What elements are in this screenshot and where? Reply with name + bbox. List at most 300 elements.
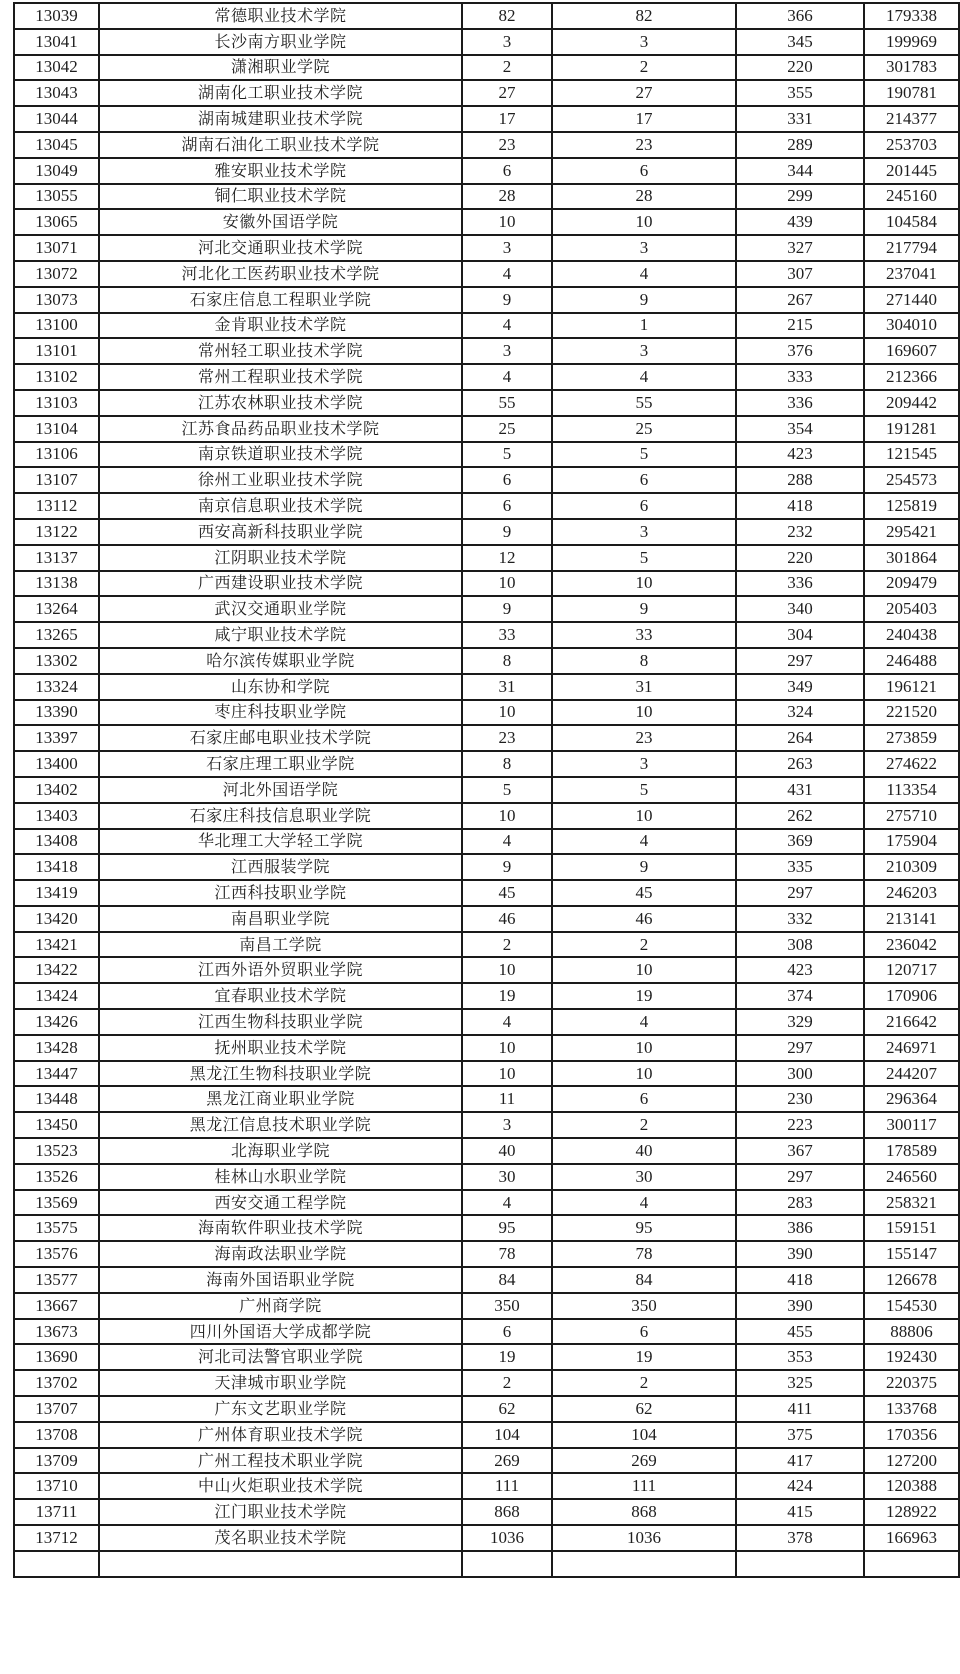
college-name-cell: 枣庄科技职业学院 <box>99 700 462 726</box>
table-row <box>14 854 959 880</box>
min-score-cell: 366 <box>736 3 864 29</box>
table-row <box>14 261 959 287</box>
table-row <box>14 1525 959 1551</box>
college-code-cell: 13324 <box>14 674 99 700</box>
min-score-cell: 345 <box>736 29 864 55</box>
min-rank-cell: 205403 <box>864 596 959 622</box>
table-row <box>14 1473 959 1499</box>
admitted-count-cell: 1036 <box>552 1525 736 1551</box>
plan-count-cell: 46 <box>462 906 552 932</box>
table-row <box>14 1293 959 1319</box>
college-name-cell: 哈尔滨传媒职业学院 <box>99 648 462 674</box>
min-rank-cell: 216642 <box>864 1009 959 1035</box>
plan-count-cell: 9 <box>462 596 552 622</box>
table-row <box>14 1499 959 1525</box>
college-code-cell: 13106 <box>14 442 99 468</box>
college-code-cell: 13709 <box>14 1448 99 1474</box>
table-row <box>14 287 959 313</box>
min-score-cell: 417 <box>736 1448 864 1474</box>
table-row-cutoff <box>14 1551 959 1577</box>
plan-count-cell: 95 <box>462 1215 552 1241</box>
min-score-cell: 336 <box>736 390 864 416</box>
table-row <box>14 106 959 132</box>
plan-count-cell: 17 <box>462 106 552 132</box>
min-rank-cell: 170906 <box>864 983 959 1009</box>
college-name-cell: 石家庄理工职业学院 <box>99 751 462 777</box>
admitted-count-cell: 10 <box>552 1035 736 1061</box>
college-code-cell: 13122 <box>14 519 99 545</box>
min-rank-cell: 196121 <box>864 674 959 700</box>
college-code-cell: 13071 <box>14 235 99 261</box>
table-row <box>14 3 959 29</box>
college-code-cell: 13072 <box>14 261 99 287</box>
college-name-cell: 湖南化工职业技术学院 <box>99 80 462 106</box>
college-name-cell: 天津城市职业学院 <box>99 1370 462 1396</box>
table-row <box>14 1009 959 1035</box>
min-rank-cell: 199969 <box>864 29 959 55</box>
min-rank-cell: 159151 <box>864 1215 959 1241</box>
table-row <box>14 1344 959 1370</box>
min-score-cell: 455 <box>736 1319 864 1345</box>
college-code-cell: 13101 <box>14 338 99 364</box>
plan-count-cell: 10 <box>462 1061 552 1087</box>
min-rank-cell: 296364 <box>864 1086 959 1112</box>
min-rank-cell: 127200 <box>864 1448 959 1474</box>
min-rank-cell: 220375 <box>864 1370 959 1396</box>
table-row <box>14 235 959 261</box>
college-code-cell: 13577 <box>14 1267 99 1293</box>
plan-count-cell: 23 <box>462 725 552 751</box>
min-rank-cell: 258321 <box>864 1190 959 1216</box>
min-rank-cell: 88806 <box>864 1319 959 1345</box>
college-name-cell: 广州工程技术职业学院 <box>99 1448 462 1474</box>
college-name-cell: 雅安职业技术学院 <box>99 158 462 184</box>
min-score-cell: 390 <box>736 1293 864 1319</box>
plan-count-cell: 4 <box>462 1009 552 1035</box>
min-score-cell: 283 <box>736 1190 864 1216</box>
min-rank-cell: 236042 <box>864 932 959 958</box>
min-rank-cell: 244207 <box>864 1061 959 1087</box>
college-name-cell: 华北理工大学轻工学院 <box>99 829 462 855</box>
college-code-cell: 13702 <box>14 1370 99 1396</box>
college-code-cell: 13447 <box>14 1061 99 1087</box>
college-code-cell: 13712 <box>14 1525 99 1551</box>
college-name-cell: 江西生物科技职业学院 <box>99 1009 462 1035</box>
admitted-count-cell: 78 <box>552 1241 736 1267</box>
cutoff-cell <box>864 1551 959 1577</box>
admitted-count-cell: 10 <box>552 209 736 235</box>
table-row <box>14 1190 959 1216</box>
plan-count-cell: 4 <box>462 261 552 287</box>
admitted-count-cell: 10 <box>552 803 736 829</box>
admitted-count-cell: 6 <box>552 493 736 519</box>
plan-count-cell: 4 <box>462 313 552 339</box>
admitted-count-cell: 111 <box>552 1473 736 1499</box>
table-row <box>14 751 959 777</box>
min-score-cell: 423 <box>736 442 864 468</box>
college-code-cell: 13710 <box>14 1473 99 1499</box>
admitted-count-cell: 4 <box>552 364 736 390</box>
college-name-cell: 长沙南方职业学院 <box>99 29 462 55</box>
table-row <box>14 1215 959 1241</box>
min-score-cell: 418 <box>736 493 864 519</box>
college-code-cell: 13138 <box>14 571 99 597</box>
plan-count-cell: 12 <box>462 545 552 571</box>
admitted-count-cell: 4 <box>552 261 736 287</box>
min-score-cell: 307 <box>736 261 864 287</box>
table-row <box>14 622 959 648</box>
cutoff-cell <box>552 1551 736 1577</box>
admitted-count-cell: 95 <box>552 1215 736 1241</box>
college-name-cell: 山东协和学院 <box>99 674 462 700</box>
table-row <box>14 442 959 468</box>
min-rank-cell: 214377 <box>864 106 959 132</box>
admitted-count-cell: 8 <box>552 648 736 674</box>
document-page <box>13 2 958 1578</box>
min-score-cell: 230 <box>736 1086 864 1112</box>
admitted-count-cell: 62 <box>552 1396 736 1422</box>
min-rank-cell: 178589 <box>864 1138 959 1164</box>
table-row <box>14 467 959 493</box>
min-score-cell: 327 <box>736 235 864 261</box>
college-name-cell: 海南软件职业技术学院 <box>99 1215 462 1241</box>
plan-count-cell: 5 <box>462 777 552 803</box>
min-score-cell: 355 <box>736 80 864 106</box>
min-rank-cell: 274622 <box>864 751 959 777</box>
college-name-cell: 安徽外国语学院 <box>99 209 462 235</box>
plan-count-cell: 4 <box>462 829 552 855</box>
min-rank-cell: 209479 <box>864 571 959 597</box>
admitted-count-cell: 4 <box>552 1009 736 1035</box>
table-row <box>14 519 959 545</box>
min-score-cell: 325 <box>736 1370 864 1396</box>
plan-count-cell: 3 <box>462 338 552 364</box>
college-name-cell: 江西外语外贸职业学院 <box>99 957 462 983</box>
table-row <box>14 1448 959 1474</box>
college-code-cell: 13428 <box>14 1035 99 1061</box>
college-code-cell: 13042 <box>14 55 99 81</box>
plan-count-cell: 6 <box>462 467 552 493</box>
college-name-cell: 武汉交通职业学院 <box>99 596 462 622</box>
admitted-count-cell: 33 <box>552 622 736 648</box>
college-code-cell: 13711 <box>14 1499 99 1525</box>
admitted-count-cell: 30 <box>552 1164 736 1190</box>
college-name-cell: 河北交通职业技术学院 <box>99 235 462 261</box>
college-name-cell: 南京铁道职业技术学院 <box>99 442 462 468</box>
college-code-cell: 13044 <box>14 106 99 132</box>
admitted-count-cell: 10 <box>552 957 736 983</box>
college-name-cell: 江西服装学院 <box>99 854 462 880</box>
admitted-count-cell: 19 <box>552 1344 736 1370</box>
plan-count-cell: 3 <box>462 29 552 55</box>
plan-count-cell: 8 <box>462 751 552 777</box>
table-row <box>14 700 959 726</box>
college-code-cell: 13569 <box>14 1190 99 1216</box>
admitted-count-cell: 4 <box>552 1190 736 1216</box>
college-name-cell: 河北外国语学院 <box>99 777 462 803</box>
plan-count-cell: 6 <box>462 493 552 519</box>
plan-count-cell: 4 <box>462 1190 552 1216</box>
min-rank-cell: 192430 <box>864 1344 959 1370</box>
table-row <box>14 880 959 906</box>
college-code-cell: 13043 <box>14 80 99 106</box>
college-name-cell: 江门职业技术学院 <box>99 1499 462 1525</box>
college-code-cell: 13422 <box>14 957 99 983</box>
min-rank-cell: 170356 <box>864 1422 959 1448</box>
admitted-count-cell: 17 <box>552 106 736 132</box>
min-score-cell: 332 <box>736 906 864 932</box>
plan-count-cell: 25 <box>462 416 552 442</box>
plan-count-cell: 10 <box>462 1035 552 1061</box>
college-code-cell: 13450 <box>14 1112 99 1138</box>
plan-count-cell: 10 <box>462 209 552 235</box>
min-score-cell: 344 <box>736 158 864 184</box>
min-score-cell: 297 <box>736 880 864 906</box>
min-score-cell: 386 <box>736 1215 864 1241</box>
college-name-cell: 西安高新科技职业学院 <box>99 519 462 545</box>
min-score-cell: 333 <box>736 364 864 390</box>
min-score-cell: 329 <box>736 1009 864 1035</box>
table-row <box>14 1396 959 1422</box>
cutoff-cell <box>99 1551 462 1577</box>
plan-count-cell: 55 <box>462 390 552 416</box>
plan-count-cell: 2 <box>462 1370 552 1396</box>
plan-count-cell: 23 <box>462 132 552 158</box>
college-name-cell: 潇湘职业学院 <box>99 55 462 81</box>
table-row <box>14 1138 959 1164</box>
table-row <box>14 596 959 622</box>
min-score-cell: 336 <box>736 571 864 597</box>
cutoff-cell <box>736 1551 864 1577</box>
table-row <box>14 184 959 210</box>
admitted-count-cell: 25 <box>552 416 736 442</box>
table-row <box>14 1112 959 1138</box>
admitted-count-cell: 31 <box>552 674 736 700</box>
table-row <box>14 1164 959 1190</box>
college-code-cell: 13104 <box>14 416 99 442</box>
college-code-cell: 13526 <box>14 1164 99 1190</box>
min-rank-cell: 191281 <box>864 416 959 442</box>
min-score-cell: 288 <box>736 467 864 493</box>
college-code-cell: 13402 <box>14 777 99 803</box>
college-code-cell: 13112 <box>14 493 99 519</box>
table-row <box>14 80 959 106</box>
college-name-cell: 徐州工业职业技术学院 <box>99 467 462 493</box>
college-code-cell: 13265 <box>14 622 99 648</box>
plan-count-cell: 19 <box>462 983 552 1009</box>
min-rank-cell: 166963 <box>864 1525 959 1551</box>
admitted-count-cell: 45 <box>552 880 736 906</box>
college-code-cell: 13448 <box>14 1086 99 1112</box>
table-row <box>14 1035 959 1061</box>
min-score-cell: 411 <box>736 1396 864 1422</box>
table-row <box>14 338 959 364</box>
college-name-cell: 黑龙江商业职业学院 <box>99 1086 462 1112</box>
table-row <box>14 545 959 571</box>
college-name-cell: 河北司法警官职业学院 <box>99 1344 462 1370</box>
college-code-cell: 13390 <box>14 700 99 726</box>
min-rank-cell: 121545 <box>864 442 959 468</box>
min-score-cell: 390 <box>736 1241 864 1267</box>
college-name-cell: 广州商学院 <box>99 1293 462 1319</box>
min-score-cell: 297 <box>736 648 864 674</box>
min-rank-cell: 120717 <box>864 957 959 983</box>
plan-count-cell: 11 <box>462 1086 552 1112</box>
college-name-cell: 西安交通工程学院 <box>99 1190 462 1216</box>
min-score-cell: 424 <box>736 1473 864 1499</box>
plan-count-cell: 31 <box>462 674 552 700</box>
min-score-cell: 267 <box>736 287 864 313</box>
min-rank-cell: 113354 <box>864 777 959 803</box>
college-name-cell: 茂名职业技术学院 <box>99 1525 462 1551</box>
college-name-cell: 海南政法职业学院 <box>99 1241 462 1267</box>
admitted-count-cell: 28 <box>552 184 736 210</box>
admitted-count-cell: 23 <box>552 725 736 751</box>
college-code-cell: 13707 <box>14 1396 99 1422</box>
college-code-cell: 13137 <box>14 545 99 571</box>
college-code-cell: 13418 <box>14 854 99 880</box>
min-score-cell: 264 <box>736 725 864 751</box>
min-score-cell: 335 <box>736 854 864 880</box>
college-code-cell: 13523 <box>14 1138 99 1164</box>
college-name-cell: 四川外国语大学成都学院 <box>99 1319 462 1345</box>
college-name-cell: 江苏农林职业技术学院 <box>99 390 462 416</box>
table-row <box>14 957 959 983</box>
min-score-cell: 354 <box>736 416 864 442</box>
college-name-cell: 河北化工医药职业技术学院 <box>99 261 462 287</box>
plan-count-cell: 78 <box>462 1241 552 1267</box>
college-code-cell: 13667 <box>14 1293 99 1319</box>
college-name-cell: 海南外国语职业学院 <box>99 1267 462 1293</box>
min-rank-cell: 128922 <box>864 1499 959 1525</box>
table-row <box>14 803 959 829</box>
admitted-count-cell: 82 <box>552 3 736 29</box>
min-rank-cell: 240438 <box>864 622 959 648</box>
min-score-cell: 220 <box>736 55 864 81</box>
table-row <box>14 209 959 235</box>
table-row <box>14 1061 959 1087</box>
admitted-count-cell: 5 <box>552 777 736 803</box>
table-row <box>14 1086 959 1112</box>
table-row <box>14 132 959 158</box>
plan-count-cell: 40 <box>462 1138 552 1164</box>
plan-count-cell: 868 <box>462 1499 552 1525</box>
college-code-cell: 13408 <box>14 829 99 855</box>
college-code-cell: 13673 <box>14 1319 99 1345</box>
plan-count-cell: 30 <box>462 1164 552 1190</box>
admitted-count-cell: 1 <box>552 313 736 339</box>
cutoff-cell <box>462 1551 552 1577</box>
min-score-cell: 423 <box>736 957 864 983</box>
table-body <box>14 3 959 1577</box>
college-name-cell: 石家庄邮电职业技术学院 <box>99 725 462 751</box>
table-row <box>14 777 959 803</box>
college-name-cell: 黑龙江生物科技职业学院 <box>99 1061 462 1087</box>
min-score-cell: 263 <box>736 751 864 777</box>
college-code-cell: 13049 <box>14 158 99 184</box>
min-rank-cell: 237041 <box>864 261 959 287</box>
table-row <box>14 158 959 184</box>
min-score-cell: 353 <box>736 1344 864 1370</box>
min-rank-cell: 212366 <box>864 364 959 390</box>
min-score-cell: 431 <box>736 777 864 803</box>
min-score-cell: 375 <box>736 1422 864 1448</box>
table-row <box>14 906 959 932</box>
plan-count-cell: 19 <box>462 1344 552 1370</box>
college-name-cell: 广州体育职业技术学院 <box>99 1422 462 1448</box>
table-row <box>14 829 959 855</box>
college-name-cell: 桂林山水职业学院 <box>99 1164 462 1190</box>
min-score-cell: 297 <box>736 1164 864 1190</box>
table-row <box>14 648 959 674</box>
college-name-cell: 北海职业学院 <box>99 1138 462 1164</box>
college-name-cell: 石家庄科技信息职业学院 <box>99 803 462 829</box>
admitted-count-cell: 10 <box>552 700 736 726</box>
college-name-cell: 江阴职业技术学院 <box>99 545 462 571</box>
admitted-count-cell: 10 <box>552 1061 736 1087</box>
table-row <box>14 1267 959 1293</box>
admitted-count-cell: 9 <box>552 287 736 313</box>
college-name-cell: 江苏食品药品职业技术学院 <box>99 416 462 442</box>
min-score-cell: 297 <box>736 1035 864 1061</box>
college-code-cell: 13302 <box>14 648 99 674</box>
min-rank-cell: 213141 <box>864 906 959 932</box>
college-name-cell: 咸宁职业技术学院 <box>99 622 462 648</box>
min-score-cell: 262 <box>736 803 864 829</box>
min-rank-cell: 120388 <box>864 1473 959 1499</box>
min-rank-cell: 155147 <box>864 1241 959 1267</box>
min-score-cell: 376 <box>736 338 864 364</box>
min-rank-cell: 304010 <box>864 313 959 339</box>
min-score-cell: 308 <box>736 932 864 958</box>
plan-count-cell: 3 <box>462 1112 552 1138</box>
college-code-cell: 13045 <box>14 132 99 158</box>
college-name-cell: 常州轻工职业技术学院 <box>99 338 462 364</box>
min-score-cell: 367 <box>736 1138 864 1164</box>
plan-count-cell: 84 <box>462 1267 552 1293</box>
min-rank-cell: 175904 <box>864 829 959 855</box>
min-score-cell: 289 <box>736 132 864 158</box>
min-score-cell: 349 <box>736 674 864 700</box>
min-rank-cell: 253703 <box>864 132 959 158</box>
plan-count-cell: 10 <box>462 700 552 726</box>
min-score-cell: 299 <box>736 184 864 210</box>
min-rank-cell: 246971 <box>864 1035 959 1061</box>
plan-count-cell: 5 <box>462 442 552 468</box>
college-code-cell: 13055 <box>14 184 99 210</box>
admitted-count-cell: 6 <box>552 1086 736 1112</box>
admitted-count-cell: 19 <box>552 983 736 1009</box>
college-code-cell: 13107 <box>14 467 99 493</box>
min-score-cell: 340 <box>736 596 864 622</box>
min-score-cell: 418 <box>736 1267 864 1293</box>
plan-count-cell: 3 <box>462 235 552 261</box>
admission-score-table <box>13 2 960 1578</box>
admitted-count-cell: 868 <box>552 1499 736 1525</box>
college-name-cell: 广西建设职业技术学院 <box>99 571 462 597</box>
admitted-count-cell: 55 <box>552 390 736 416</box>
admitted-count-cell: 46 <box>552 906 736 932</box>
plan-count-cell: 269 <box>462 1448 552 1474</box>
admitted-count-cell: 6 <box>552 158 736 184</box>
plan-count-cell: 27 <box>462 80 552 106</box>
college-name-cell: 湖南石油化工职业技术学院 <box>99 132 462 158</box>
plan-count-cell: 28 <box>462 184 552 210</box>
min-score-cell: 331 <box>736 106 864 132</box>
admitted-count-cell: 9 <box>552 854 736 880</box>
college-code-cell: 13400 <box>14 751 99 777</box>
plan-count-cell: 1036 <box>462 1525 552 1551</box>
